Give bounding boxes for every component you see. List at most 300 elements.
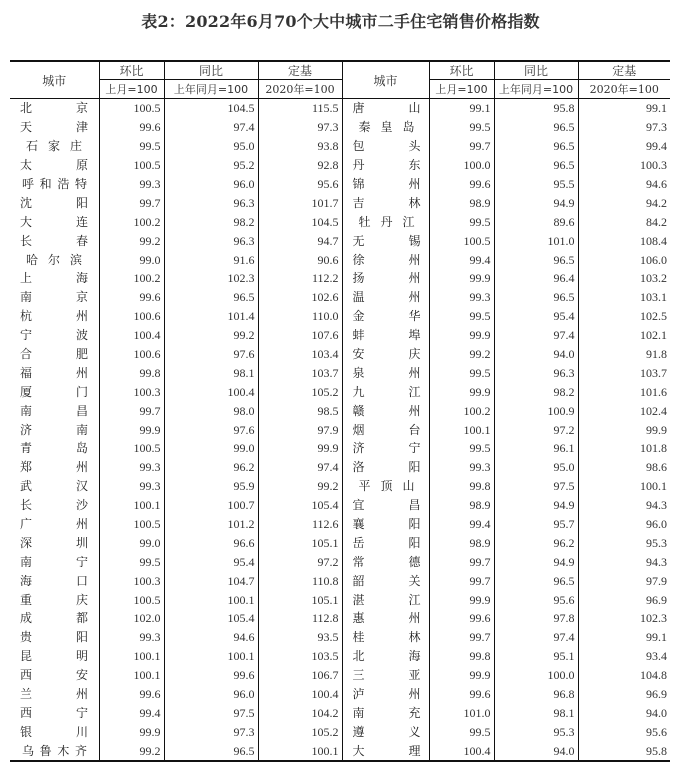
- fixed-value-left: 104.5: [258, 212, 342, 231]
- city-name: 南京: [20, 290, 88, 305]
- mom-value-right: 98.9: [429, 496, 494, 515]
- city-cell-left: [10, 722, 99, 741]
- table-row: [10, 647, 670, 666]
- city-name: 成都: [20, 611, 88, 626]
- fixed-value-left: 92.8: [258, 156, 342, 175]
- mom-value-left: 100.2: [99, 212, 164, 231]
- city-cell-right: [342, 269, 429, 288]
- city-cell-right: [342, 439, 429, 458]
- city-name: 兰州: [20, 687, 88, 702]
- fixed-value-right: 94.3: [578, 552, 670, 571]
- header-yoy-right: 同比: [494, 61, 578, 80]
- city-cell-right: [342, 307, 429, 326]
- mom-value-right: 99.4: [429, 515, 494, 534]
- header-fixed-base-left: 2020年=100: [258, 80, 342, 99]
- city-name: 九江: [352, 384, 421, 399]
- table-row: [10, 515, 670, 534]
- city-cell-left: [10, 685, 99, 704]
- table-row: [10, 193, 670, 212]
- yoy-value-right: 89.6: [494, 212, 578, 231]
- city-cell-right: [342, 363, 429, 382]
- city-cell-right: [342, 401, 429, 420]
- city-cell-right: [342, 609, 429, 628]
- header-mom-left: 环比: [99, 61, 164, 80]
- mom-value-left: 99.6: [99, 118, 164, 137]
- city-name: 重庆: [20, 592, 88, 607]
- mom-value-right: 99.4: [429, 250, 494, 269]
- city-name: 银川: [20, 724, 88, 739]
- city-cell-right: [342, 137, 429, 156]
- yoy-value-right: 95.0: [494, 458, 578, 477]
- city-cell-left: [10, 118, 99, 137]
- city-cell-right: [342, 345, 429, 364]
- city-name: 海口: [20, 573, 88, 588]
- fixed-value-left: 97.9: [258, 420, 342, 439]
- yoy-value-right: 94.0: [494, 741, 578, 761]
- fixed-value-right: 103.1: [578, 288, 670, 307]
- mom-value-right: 99.9: [429, 326, 494, 345]
- city-cell-right: [342, 99, 429, 118]
- yoy-value-left: 96.3: [164, 193, 258, 212]
- table-row: [10, 628, 670, 647]
- mom-value-right: 99.7: [429, 628, 494, 647]
- table-row: [10, 458, 670, 477]
- city-cell-right: [342, 722, 429, 741]
- yoy-value-left: 99.6: [164, 666, 258, 685]
- table-row: [10, 118, 670, 137]
- table-row: [10, 439, 670, 458]
- fixed-value-right: 95.3: [578, 533, 670, 552]
- yoy-value-left: 102.3: [164, 269, 258, 288]
- fixed-value-left: 112.2: [258, 269, 342, 288]
- mom-value-right: 99.8: [429, 477, 494, 496]
- fixed-value-left: 100.4: [258, 685, 342, 704]
- fixed-value-left: 102.6: [258, 288, 342, 307]
- mom-value-left: 100.1: [99, 666, 164, 685]
- city-cell-left: [10, 609, 99, 628]
- mom-value-right: 100.0: [429, 156, 494, 175]
- fixed-value-left: 99.2: [258, 477, 342, 496]
- city-cell-left: [10, 193, 99, 212]
- mom-value-left: 99.2: [99, 231, 164, 250]
- mom-value-right: 99.7: [429, 571, 494, 590]
- city-name: 杭州: [20, 309, 88, 324]
- city-cell-left: [10, 269, 99, 288]
- city-name: 烟台: [352, 422, 421, 437]
- yoy-value-right: 96.5: [494, 288, 578, 307]
- table-body: [10, 99, 670, 762]
- city-cell-left: [10, 345, 99, 364]
- fixed-value-left: 105.1: [258, 533, 342, 552]
- city-cell-left: [10, 420, 99, 439]
- city-name: 金华: [352, 309, 421, 324]
- header-city-right: 城市: [342, 61, 429, 99]
- fixed-value-left: 110.8: [258, 571, 342, 590]
- fixed-value-left: 98.5: [258, 401, 342, 420]
- mom-value-left: 99.5: [99, 137, 164, 156]
- yoy-value-right: 95.6: [494, 590, 578, 609]
- mom-value-right: 99.9: [429, 590, 494, 609]
- city-name: 南宁: [20, 554, 88, 569]
- yoy-value-left: 100.7: [164, 496, 258, 515]
- yoy-value-left: 97.6: [164, 345, 258, 364]
- fixed-value-left: 97.2: [258, 552, 342, 571]
- yoy-value-right: 95.7: [494, 515, 578, 534]
- yoy-value-right: 97.2: [494, 420, 578, 439]
- fixed-value-right: 96.9: [578, 590, 670, 609]
- fixed-value-left: 95.6: [258, 175, 342, 194]
- header-mom-base-right: 上月=100: [429, 80, 494, 99]
- fixed-value-left: 112.8: [258, 609, 342, 628]
- fixed-value-left: 110.0: [258, 307, 342, 326]
- price-index-table: [10, 60, 670, 762]
- city-name: 石家庄: [26, 139, 82, 154]
- yoy-value-right: 96.5: [494, 250, 578, 269]
- city-name: 呼和浩特: [22, 177, 86, 191]
- mom-value-left: 100.1: [99, 647, 164, 666]
- city-name: 遵义: [352, 724, 421, 739]
- fixed-value-left: 106.7: [258, 666, 342, 685]
- yoy-value-left: 91.6: [164, 250, 258, 269]
- city-cell-right: [342, 156, 429, 175]
- yoy-value-left: 101.4: [164, 307, 258, 326]
- fixed-value-left: 101.7: [258, 193, 342, 212]
- mom-value-right: 99.5: [429, 439, 494, 458]
- city-name: 西宁: [20, 705, 88, 720]
- city-cell-right: [342, 590, 429, 609]
- city-name: 南充: [352, 705, 421, 720]
- mom-value-left: 99.6: [99, 685, 164, 704]
- table-row: [10, 609, 670, 628]
- city-cell-left: [10, 250, 99, 269]
- fixed-value-left: 93.8: [258, 137, 342, 156]
- city-cell-left: [10, 741, 99, 761]
- city-cell-left: [10, 571, 99, 590]
- city-name: 韶关: [352, 573, 421, 588]
- yoy-value-left: 100.4: [164, 382, 258, 401]
- city-name: 大理: [352, 743, 421, 758]
- city-name: 太原: [20, 158, 88, 173]
- mom-value-left: 100.6: [99, 307, 164, 326]
- yoy-value-right: 100.9: [494, 401, 578, 420]
- city-name: 长沙: [20, 498, 88, 513]
- city-cell-left: [10, 307, 99, 326]
- city-name: 丹东: [352, 158, 421, 173]
- mom-value-left: 102.0: [99, 609, 164, 628]
- mom-value-right: 101.0: [429, 704, 494, 723]
- city-cell-right: [342, 382, 429, 401]
- mom-value-left: 100.5: [99, 99, 164, 118]
- yoy-value-right: 95.5: [494, 175, 578, 194]
- yoy-value-left: 99.0: [164, 439, 258, 458]
- fixed-value-right: 94.3: [578, 496, 670, 515]
- city-name: 厦门: [20, 384, 88, 399]
- city-cell-left: [10, 496, 99, 515]
- city-cell-right: [342, 458, 429, 477]
- city-name: 青岛: [20, 441, 88, 456]
- mom-value-left: 100.3: [99, 571, 164, 590]
- yoy-value-left: 96.3: [164, 231, 258, 250]
- header-yoy-base-left: 上年同月=100: [164, 80, 258, 99]
- table-row: [10, 175, 670, 194]
- yoy-value-right: 95.3: [494, 722, 578, 741]
- table-row: [10, 722, 670, 741]
- city-name: 蚌埠: [352, 328, 421, 343]
- city-cell-right: [342, 118, 429, 137]
- mom-value-left: 99.7: [99, 193, 164, 212]
- city-name: 合肥: [20, 347, 88, 362]
- header-fixed-right: 定基: [578, 61, 670, 80]
- mom-value-left: 99.9: [99, 420, 164, 439]
- fixed-value-left: 115.5: [258, 99, 342, 118]
- city-name: 桂林: [352, 630, 421, 645]
- mom-value-right: 99.1: [429, 99, 494, 118]
- table-row: [10, 741, 670, 761]
- table-row: [10, 212, 670, 231]
- table-row: [10, 685, 670, 704]
- yoy-value-left: 95.9: [164, 477, 258, 496]
- fixed-value-left: 104.2: [258, 704, 342, 723]
- mom-value-right: 99.5: [429, 363, 494, 382]
- mom-value-left: 99.6: [99, 288, 164, 307]
- city-cell-left: [10, 647, 99, 666]
- city-cell-left: [10, 363, 99, 382]
- yoy-value-right: 96.3: [494, 363, 578, 382]
- fixed-value-right: 84.2: [578, 212, 670, 231]
- city-cell-left: [10, 175, 99, 194]
- mom-value-left: 99.7: [99, 401, 164, 420]
- city-name: 宁波: [20, 328, 88, 343]
- mom-value-left: 99.2: [99, 741, 164, 761]
- city-cell-left: [10, 137, 99, 156]
- city-cell-left: [10, 212, 99, 231]
- city-name: 大连: [20, 214, 88, 229]
- city-name: 湛江: [352, 592, 421, 607]
- mom-value-right: 99.9: [429, 269, 494, 288]
- mom-value-left: 100.2: [99, 269, 164, 288]
- city-cell-right: [342, 496, 429, 515]
- city-name: 宜昌: [352, 498, 421, 513]
- fixed-value-left: 112.6: [258, 515, 342, 534]
- mom-value-left: 99.3: [99, 458, 164, 477]
- mom-value-right: 99.9: [429, 666, 494, 685]
- city-cell-right: [342, 647, 429, 666]
- mom-value-right: 98.9: [429, 193, 494, 212]
- city-cell-right: [342, 704, 429, 723]
- yoy-value-right: 97.8: [494, 609, 578, 628]
- city-cell-left: [10, 458, 99, 477]
- table-row: [10, 250, 670, 269]
- city-cell-left: [10, 628, 99, 647]
- fixed-value-left: 97.3: [258, 118, 342, 137]
- fixed-value-left: 105.4: [258, 496, 342, 515]
- city-cell-right: [342, 420, 429, 439]
- yoy-value-right: 96.8: [494, 685, 578, 704]
- city-name: 北京: [20, 101, 88, 116]
- yoy-value-right: 96.5: [494, 156, 578, 175]
- mom-value-right: 99.7: [429, 137, 494, 156]
- fixed-value-right: 96.9: [578, 685, 670, 704]
- city-cell-left: [10, 533, 99, 552]
- city-name: 常德: [352, 554, 421, 569]
- city-name: 西安: [20, 668, 88, 683]
- table-title: 表2：2022年6月70个大中城市二手住宅销售价格指数: [141, 12, 540, 31]
- city-cell-left: [10, 288, 99, 307]
- yoy-value-left: 97.5: [164, 704, 258, 723]
- fixed-value-right: 102.5: [578, 307, 670, 326]
- mom-value-right: 99.5: [429, 307, 494, 326]
- table-row: [10, 269, 670, 288]
- mom-value-left: 100.5: [99, 515, 164, 534]
- fixed-value-right: 93.4: [578, 647, 670, 666]
- mom-value-right: 99.6: [429, 175, 494, 194]
- mom-value-left: 100.5: [99, 590, 164, 609]
- yoy-value-left: 104.5: [164, 99, 258, 118]
- fixed-value-right: 97.9: [578, 571, 670, 590]
- fixed-value-left: 97.4: [258, 458, 342, 477]
- city-name: 泉州: [352, 365, 421, 380]
- yoy-value-left: 98.0: [164, 401, 258, 420]
- city-cell-right: [342, 628, 429, 647]
- mom-value-right: 99.5: [429, 212, 494, 231]
- fixed-value-right: 99.4: [578, 137, 670, 156]
- yoy-value-right: 97.4: [494, 326, 578, 345]
- yoy-value-right: 96.5: [494, 118, 578, 137]
- mom-value-right: 100.1: [429, 420, 494, 439]
- city-name: 秦皇岛: [358, 120, 415, 135]
- city-name: 北海: [352, 649, 421, 664]
- header-fixed-base-right: 2020年=100: [578, 80, 670, 99]
- fixed-value-left: 103.4: [258, 345, 342, 364]
- table-row: [10, 571, 670, 590]
- yoy-value-left: 95.4: [164, 552, 258, 571]
- yoy-value-right: 97.4: [494, 628, 578, 647]
- table-row: [10, 156, 670, 175]
- yoy-value-right: 94.9: [494, 552, 578, 571]
- yoy-value-left: 96.5: [164, 741, 258, 761]
- fixed-value-left: 103.5: [258, 647, 342, 666]
- table-row: [10, 477, 670, 496]
- yoy-value-right: 98.2: [494, 382, 578, 401]
- yoy-value-left: 97.3: [164, 722, 258, 741]
- city-name: 安庆: [352, 347, 421, 362]
- yoy-value-right: 95.1: [494, 647, 578, 666]
- city-name: 温州: [352, 290, 421, 305]
- table-row: [10, 231, 670, 250]
- mom-value-left: 100.4: [99, 326, 164, 345]
- table-row: [10, 401, 670, 420]
- yoy-value-left: 98.1: [164, 363, 258, 382]
- city-name: 平顶山: [358, 479, 415, 494]
- yoy-value-left: 94.6: [164, 628, 258, 647]
- city-name: 济南: [20, 422, 88, 437]
- fixed-value-left: 90.6: [258, 250, 342, 269]
- table-row: [10, 704, 670, 723]
- mom-value-left: 100.5: [99, 439, 164, 458]
- mom-value-left: 99.9: [99, 722, 164, 741]
- fixed-value-right: 94.6: [578, 175, 670, 194]
- table-row: [10, 382, 670, 401]
- mom-value-right: 98.9: [429, 533, 494, 552]
- city-name: 唐山: [352, 101, 421, 116]
- yoy-value-right: 101.0: [494, 231, 578, 250]
- mom-value-left: 99.0: [99, 533, 164, 552]
- fixed-value-right: 99.9: [578, 420, 670, 439]
- city-name: 贵阳: [20, 630, 88, 645]
- yoy-value-right: 100.0: [494, 666, 578, 685]
- fixed-value-left: 94.7: [258, 231, 342, 250]
- city-name: 惠州: [352, 611, 421, 626]
- mom-value-left: 99.8: [99, 363, 164, 382]
- city-cell-right: [342, 231, 429, 250]
- city-cell-left: [10, 382, 99, 401]
- yoy-value-left: 98.2: [164, 212, 258, 231]
- city-cell-right: [342, 685, 429, 704]
- mom-value-right: 99.7: [429, 552, 494, 571]
- city-name: 深圳: [20, 535, 88, 550]
- fixed-value-left: 105.2: [258, 722, 342, 741]
- fixed-value-right: 94.2: [578, 193, 670, 212]
- yoy-value-right: 96.4: [494, 269, 578, 288]
- fixed-value-right: 100.3: [578, 156, 670, 175]
- city-name: 上海: [20, 271, 88, 286]
- mom-value-right: 99.9: [429, 382, 494, 401]
- city-name: 郑州: [20, 460, 88, 475]
- yoy-value-left: 95.0: [164, 137, 258, 156]
- city-cell-left: [10, 515, 99, 534]
- city-name: 福州: [20, 365, 88, 380]
- table-row: [10, 533, 670, 552]
- fixed-value-right: 97.3: [578, 118, 670, 137]
- fixed-value-right: 100.1: [578, 477, 670, 496]
- fixed-value-right: 101.8: [578, 439, 670, 458]
- city-cell-right: [342, 250, 429, 269]
- table-row: [10, 288, 670, 307]
- table-row: [10, 363, 670, 382]
- mom-value-right: 99.6: [429, 685, 494, 704]
- city-cell-left: [10, 326, 99, 345]
- fixed-value-right: 103.7: [578, 363, 670, 382]
- mom-value-right: 99.8: [429, 647, 494, 666]
- fixed-value-right: 99.1: [578, 99, 670, 118]
- mom-value-right: 99.6: [429, 609, 494, 628]
- city-cell-left: [10, 156, 99, 175]
- city-name: 沈阳: [20, 195, 88, 210]
- city-cell-right: [342, 477, 429, 496]
- yoy-value-right: 98.1: [494, 704, 578, 723]
- table-row: [10, 137, 670, 156]
- yoy-value-left: 96.0: [164, 685, 258, 704]
- city-name: 扬州: [352, 271, 421, 286]
- fixed-value-left: 103.7: [258, 363, 342, 382]
- header-yoy-left: 同比: [164, 61, 258, 80]
- city-cell-right: [342, 571, 429, 590]
- yoy-value-left: 96.0: [164, 175, 258, 194]
- header-fixed-left: 定基: [258, 61, 342, 80]
- fixed-value-right: 99.1: [578, 628, 670, 647]
- fixed-value-right: 106.0: [578, 250, 670, 269]
- city-cell-left: [10, 704, 99, 723]
- city-name: 岳阳: [352, 535, 421, 550]
- mom-value-left: 100.6: [99, 345, 164, 364]
- yoy-value-left: 101.2: [164, 515, 258, 534]
- city-name: 锦州: [352, 177, 421, 191]
- fixed-value-right: 108.4: [578, 231, 670, 250]
- fixed-value-right: 101.6: [578, 382, 670, 401]
- mom-value-right: 99.5: [429, 722, 494, 741]
- yoy-value-left: 99.2: [164, 326, 258, 345]
- fixed-value-left: 105.2: [258, 382, 342, 401]
